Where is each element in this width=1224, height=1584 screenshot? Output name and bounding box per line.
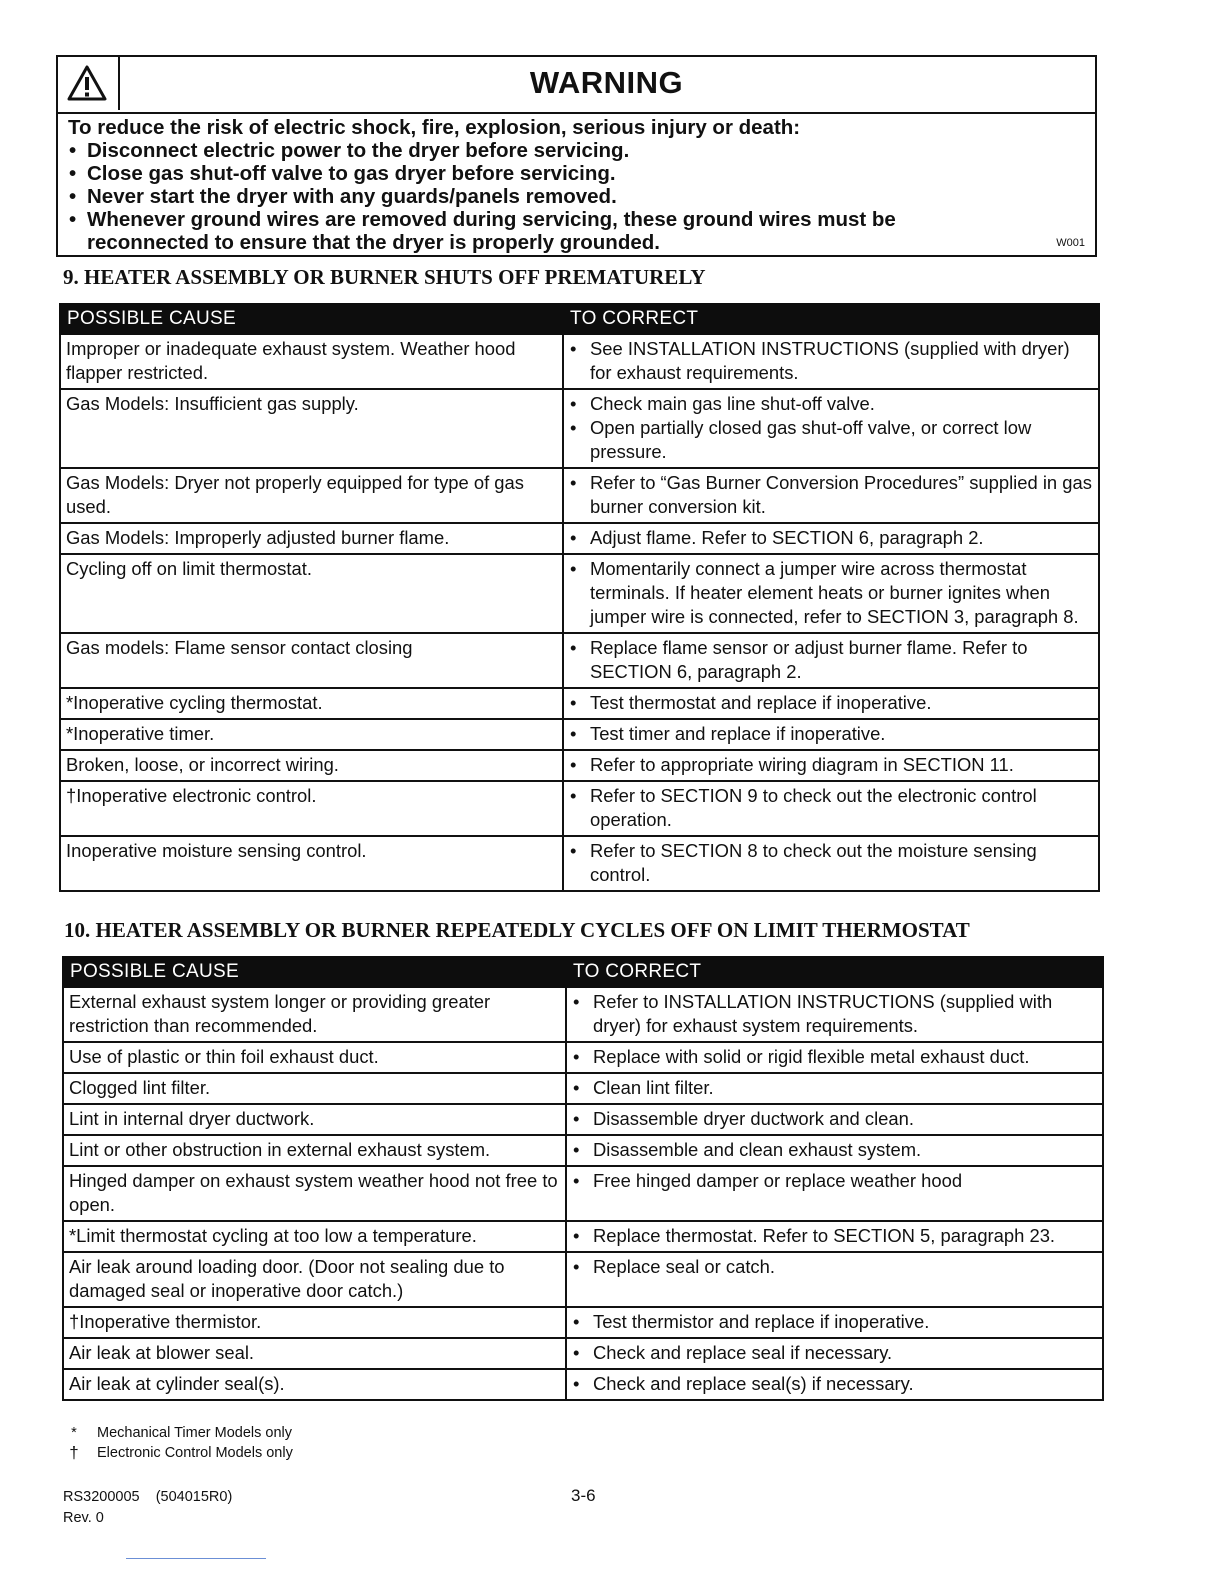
table-row — [60, 633, 1099, 688]
to-correct-cell — [563, 836, 1099, 891]
to-correct-cell — [566, 1221, 1103, 1252]
to-correct-cell — [566, 1338, 1103, 1369]
table-row — [60, 523, 1099, 554]
correction-item: • See INSTALLATION INSTRUCTIONS (supplied with dryer) for exhaust requirements. — [569, 337, 1093, 385]
header-possible-cause: POSSIBLE CAUSE — [63, 957, 566, 987]
table-row — [60, 688, 1099, 719]
correction-item: • Test timer and replace if inoperative. — [569, 722, 1093, 746]
footnote-text: Mechanical Timer Models only — [97, 1425, 293, 1441]
correction-item: • Momentarily connect a jumper wire across thermostat terminals. If heater element heats or burner ignites when jumper wire is connected, refer to SECTION 3, paragraph 8. — [569, 557, 1093, 629]
correction-list — [569, 337, 1093, 385]
correction-item: • Check and replace seal if necessary. — [572, 1341, 1097, 1365]
table-row — [60, 468, 1099, 523]
to-correct-cell — [566, 1369, 1103, 1400]
correction-list — [569, 471, 1093, 519]
correction-list — [572, 1138, 1097, 1162]
correction-list — [572, 1310, 1097, 1334]
to-correct-cell — [563, 523, 1099, 554]
correction-item: • Test thermostat and replace if inoperative. — [569, 691, 1093, 715]
correction-list — [572, 1045, 1097, 1069]
possible-cause-cell: Cycling off on limit thermostat. — [60, 554, 563, 633]
correction-item: • Test thermistor and replace if inoperative. — [572, 1310, 1097, 1334]
section-10-rows — [63, 987, 1103, 1400]
warning-intro: To reduce the risk of electric shock, fire, explosion, serious injury or death: — [68, 116, 801, 139]
section-10-table — [62, 956, 1104, 1401]
possible-cause-cell: Gas models: Flame sensor contact closing — [60, 633, 563, 688]
possible-cause-cell: *Limit thermostat cycling at too low a temperature. — [63, 1221, 566, 1252]
possible-cause-cell: Air leak at cylinder seal(s). — [63, 1369, 566, 1400]
correction-list — [569, 392, 1093, 464]
possible-cause-cell: Clogged lint filter. — [63, 1073, 566, 1104]
to-correct-cell — [563, 719, 1099, 750]
table-row — [63, 1104, 1103, 1135]
table-header-row — [63, 957, 1103, 987]
section-9-title: 9. HEATER ASSEMBLY OR BURNER SHUTS OFF PREMATURELY — [63, 265, 706, 289]
to-correct-cell — [563, 633, 1099, 688]
correction-list — [572, 1255, 1097, 1279]
to-correct-cell — [563, 781, 1099, 836]
possible-cause-cell: †Inoperative electronic control. — [60, 781, 563, 836]
header-possible-cause: POSSIBLE CAUSE — [60, 304, 563, 334]
possible-cause-cell: Improper or inadequate exhaust system. Weather hood flapper restricted. — [60, 334, 563, 389]
possible-cause-cell: Gas Models: Improperly adjusted burner flame. — [60, 523, 563, 554]
warning-title: WARNING — [529, 65, 684, 100]
warning-code: W001 — [1056, 237, 1085, 249]
table-row — [63, 1073, 1103, 1104]
possible-cause-cell: Gas Models: Dryer not properly equipped for type of gas used. — [60, 468, 563, 523]
correction-list — [572, 1224, 1097, 1248]
bottom-rule — [126, 1558, 266, 1559]
correction-item: • Refer to SECTION 8 to check out the moisture sensing control. — [569, 839, 1093, 887]
correction-list — [569, 839, 1093, 887]
section-9-table — [59, 303, 1100, 892]
correction-list — [569, 526, 1093, 550]
correction-list — [569, 753, 1093, 777]
table-row — [60, 781, 1099, 836]
possible-cause-cell: Broken, loose, or incorrect wiring. — [60, 750, 563, 781]
doc-number: RS3200005 (504015R0) — [63, 1489, 233, 1505]
correction-item: • Replace flame sensor or adjust burner flame. Refer to SECTION 6, paragraph 2. — [569, 636, 1093, 684]
warning-item: • Close gas shut-off valve to gas dryer before servicing. — [68, 162, 1085, 185]
warning-item: • Never start the dryer with any guards/panels removed. — [68, 185, 1085, 208]
table-row — [60, 334, 1099, 389]
possible-cause-cell: Air leak at blower seal. — [63, 1338, 566, 1369]
to-correct-cell — [566, 1166, 1103, 1221]
to-correct-cell — [563, 334, 1099, 389]
table-row — [60, 554, 1099, 633]
to-correct-cell — [566, 1135, 1103, 1166]
correction-item: • Disassemble dryer ductwork and clean. — [572, 1107, 1097, 1131]
footnote-text: Electronic Control Models only — [97, 1445, 293, 1461]
to-correct-cell — [566, 1252, 1103, 1307]
to-correct-cell — [566, 987, 1103, 1042]
table-row — [63, 1369, 1103, 1400]
to-correct-cell — [563, 688, 1099, 719]
possible-cause-cell: Air leak around loading door. (Door not sealing due to damaged seal or inoperative door catch.) — [63, 1252, 566, 1307]
correction-list — [572, 1372, 1097, 1396]
warning-triangle-icon — [67, 65, 107, 101]
correction-item: • Free hinged damper or replace weather hood — [572, 1169, 1097, 1193]
possible-cause-cell: Inoperative moisture sensing control. — [60, 836, 563, 891]
correction-item: • Replace with solid or rigid flexible metal exhaust duct. — [572, 1045, 1097, 1069]
to-correct-cell — [563, 389, 1099, 468]
correction-item: • Open partially closed gas shut-off valve, or correct low pressure. — [569, 416, 1093, 464]
correction-list — [572, 1169, 1097, 1193]
to-correct-cell — [563, 468, 1099, 523]
table-row — [63, 1252, 1103, 1307]
correction-item: • Clean lint filter. — [572, 1076, 1097, 1100]
correction-item: • Refer to appropriate wiring diagram in SECTION 11. — [569, 753, 1093, 777]
to-correct-cell — [563, 750, 1099, 781]
correction-item: • Refer to INSTALLATION INSTRUCTIONS (supplied with dryer) for exhaust system requirements. — [572, 990, 1097, 1038]
table-row — [60, 750, 1099, 781]
to-correct-cell — [563, 554, 1099, 633]
correction-item: • Check main gas line shut-off valve. — [569, 392, 1093, 416]
correction-item: • Disassemble and clean exhaust system. — [572, 1138, 1097, 1162]
correction-list — [569, 722, 1093, 746]
footnote — [63, 1443, 293, 1463]
possible-cause-cell: *Inoperative cycling thermostat. — [60, 688, 563, 719]
correction-list — [572, 1076, 1097, 1100]
correction-item: • Adjust flame. Refer to SECTION 6, paragraph 2. — [569, 526, 1093, 550]
doc-revision: Rev. 0 — [63, 1510, 104, 1526]
to-correct-cell — [566, 1042, 1103, 1073]
section-9-rows — [60, 334, 1099, 891]
table-row — [63, 1166, 1103, 1221]
correction-list — [569, 557, 1093, 629]
correction-list — [569, 784, 1093, 832]
table-row — [60, 719, 1099, 750]
footnote-mark: * — [71, 1425, 77, 1441]
header-to-correct: TO CORRECT — [563, 304, 1099, 334]
correction-list — [572, 1107, 1097, 1131]
page-number: 3-6 — [571, 1486, 596, 1505]
table-row — [63, 1042, 1103, 1073]
document-id — [63, 1487, 232, 1529]
possible-cause-cell: Hinged damper on exhaust system weather hood not free to open. — [63, 1166, 566, 1221]
table-row — [63, 1338, 1103, 1369]
table-row — [60, 836, 1099, 891]
correction-item: • Replace seal or catch. — [572, 1255, 1097, 1279]
header-to-correct: TO CORRECT — [566, 957, 1103, 987]
possible-cause-cell: External exhaust system longer or providing greater restriction than recommended. — [63, 987, 566, 1042]
warning-list — [68, 139, 1085, 254]
table-header-row — [60, 304, 1099, 334]
table-row — [63, 1307, 1103, 1338]
warning-item: • Whenever ground wires are removed during servicing, these ground wires must be reconnected to ensure that the dryer is properly grounded. — [68, 208, 1085, 254]
correction-list — [569, 636, 1093, 684]
possible-cause-cell: Gas Models: Insufficient gas supply. — [60, 389, 563, 468]
possible-cause-cell: Lint or other obstruction in external exhaust system. — [63, 1135, 566, 1166]
correction-item: • Replace thermostat. Refer to SECTION 5, paragraph 23. — [572, 1224, 1097, 1248]
possible-cause-cell: *Inoperative timer. — [60, 719, 563, 750]
correction-item: • Refer to “Gas Burner Conversion Procedures” supplied in gas burner conversion kit. — [569, 471, 1093, 519]
correction-item: • Check and replace seal(s) if necessary. — [572, 1372, 1097, 1396]
table-row — [63, 1221, 1103, 1252]
to-correct-cell — [566, 1073, 1103, 1104]
correction-list — [569, 691, 1093, 715]
warning-item: • Disconnect electric power to the dryer before servicing. — [68, 139, 1085, 162]
footnotes — [63, 1423, 293, 1463]
to-correct-cell — [566, 1104, 1103, 1135]
table-row — [63, 1135, 1103, 1166]
table-row — [63, 987, 1103, 1042]
possible-cause-cell: Lint in internal dryer ductwork. — [63, 1104, 566, 1135]
footnote — [63, 1423, 293, 1443]
warning-box — [56, 55, 1097, 257]
warning-icon-cell — [58, 57, 120, 110]
footnote-mark: † — [69, 1443, 79, 1462]
possible-cause-cell: †Inoperative thermistor. — [63, 1307, 566, 1338]
to-correct-cell — [566, 1307, 1103, 1338]
possible-cause-cell: Use of plastic or thin foil exhaust duct. — [63, 1042, 566, 1073]
warning-header — [58, 57, 1095, 114]
section-10-title: 10. HEATER ASSEMBLY OR BURNER REPEATEDLY CYCLES OFF ON LIMIT THERMOSTAT — [64, 918, 970, 942]
table-row — [60, 389, 1099, 468]
correction-item: • Refer to SECTION 9 to check out the electronic control operation. — [569, 784, 1093, 832]
correction-list — [572, 990, 1097, 1038]
correction-list — [572, 1341, 1097, 1365]
warning-body — [58, 114, 1095, 254]
